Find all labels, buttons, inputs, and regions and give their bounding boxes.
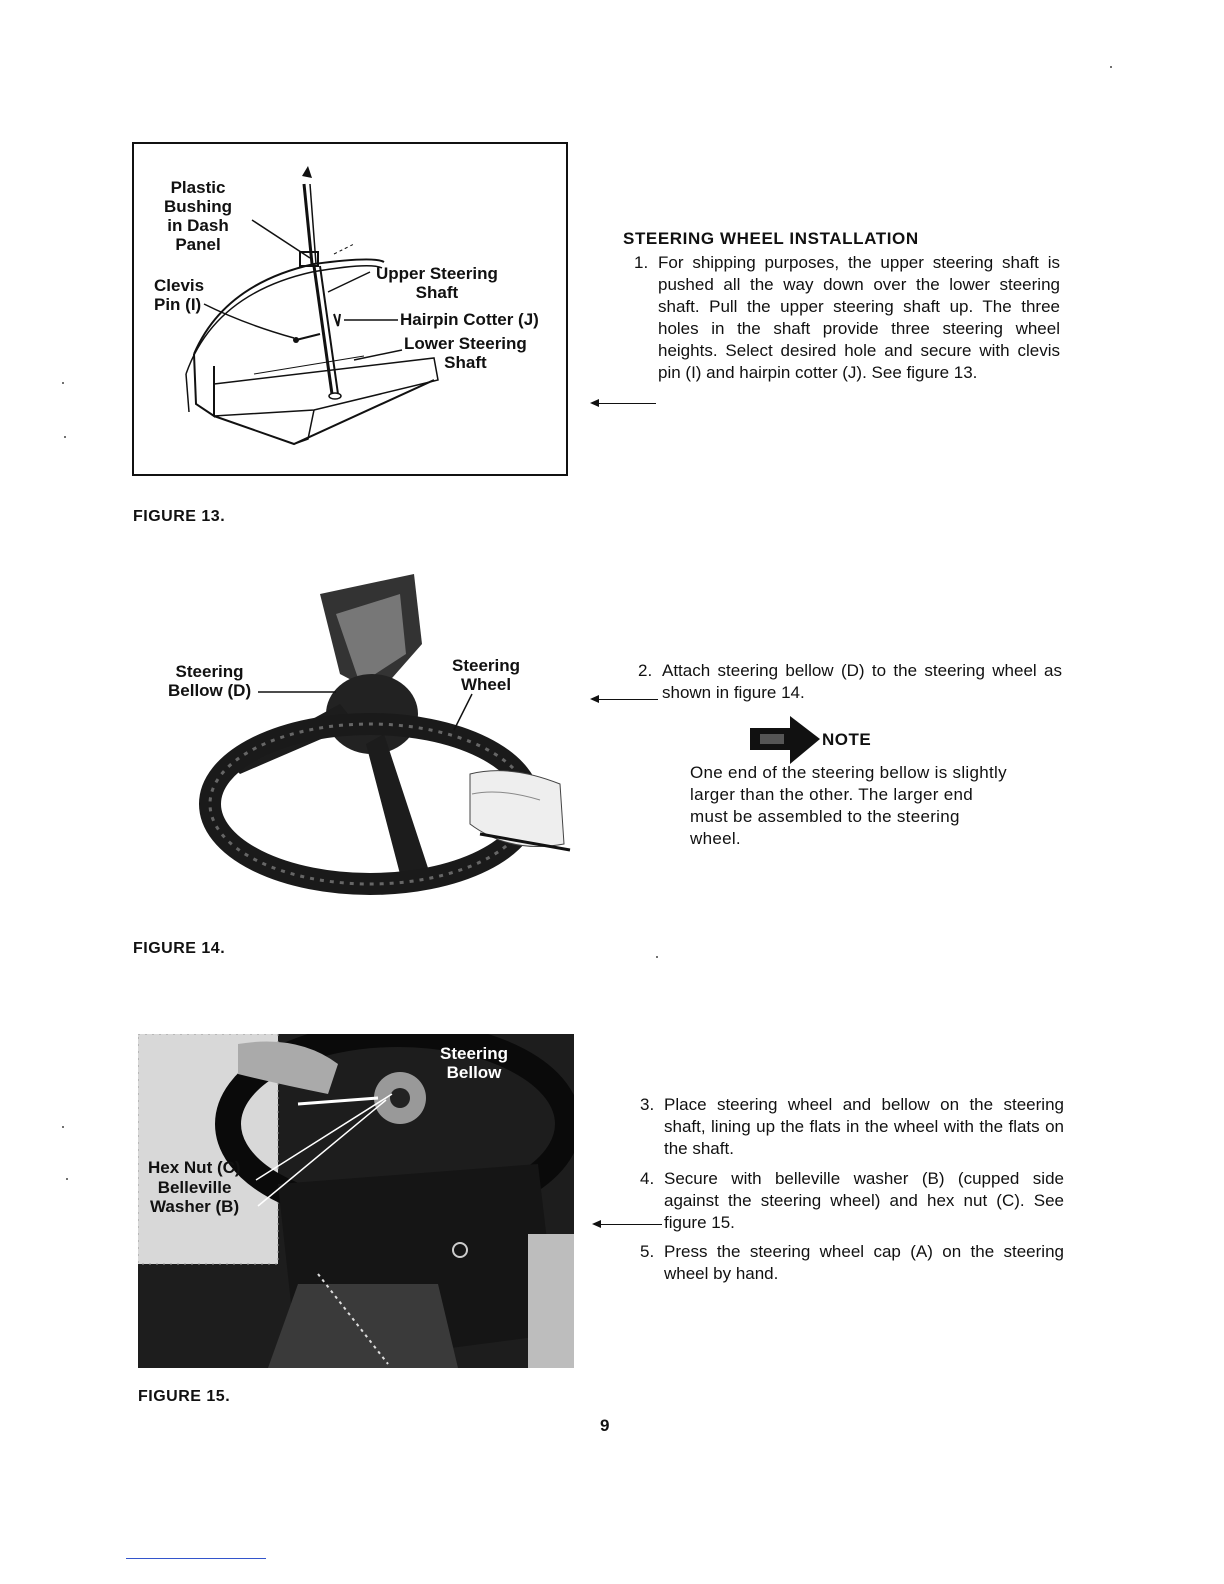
step-2: [638, 660, 1062, 708]
label-hairpin-cotter: Hairpin Cotter (J): [400, 310, 539, 329]
figure-14-photo: [160, 574, 572, 904]
label-clevis-pin: Clevis Pin (I): [154, 276, 205, 314]
scan-speck: [1110, 66, 1112, 68]
arrow-right-icon: [750, 714, 822, 766]
step-2-number: 2.: [638, 661, 653, 680]
note-text: One end of the steering bellow is slightly larger than the other. The larger end must be assembled to the steering wheel.: [690, 763, 1007, 848]
figure-13-frame: [132, 142, 568, 476]
label-steering-bellow: Steering Bellow (D): [168, 662, 252, 700]
scan-speck: [64, 436, 66, 438]
label-lower-steering-shaft: Lower Steering Shaft: [404, 334, 527, 372]
label-steering-wheel: Steering Wheel: [452, 656, 521, 694]
label-hex-nut: Hex Nut (C): [148, 1158, 241, 1177]
step-3-number: 3.: [640, 1095, 655, 1114]
figure-14: [160, 574, 572, 904]
scan-speck: [66, 1178, 68, 1180]
step-4-number: 4.: [640, 1169, 655, 1188]
scan-speck: [62, 382, 64, 384]
step-2-text: Attach steering bellow (D) to the steering wheel as shown in figure 14.: [662, 661, 1062, 702]
label-upper-steering-shaft: Upper Steering Shaft: [376, 264, 498, 302]
step-2-arrow: [592, 699, 658, 700]
figure-14-caption: FIGURE 14.: [133, 940, 226, 957]
note-label: NOTE: [822, 730, 872, 749]
step-4: [640, 1168, 1064, 1234]
label-belleville-washer: Belleville Washer (B): [150, 1178, 240, 1216]
step-4-text: Secure with belleville washer (B) (cupped side against the steering wheel) and hex nut (C). See figure 15.: [664, 1169, 1064, 1232]
scan-speck: [656, 956, 658, 958]
step-3: [640, 1094, 1064, 1160]
scan-speck: [62, 1126, 64, 1128]
step-5: [640, 1241, 1064, 1287]
step-1-arrow: [592, 403, 656, 404]
footer-rule: [126, 1558, 266, 1559]
step-5-text: Press the steering wheel cap (A) on the steering wheel by hand.: [664, 1242, 1064, 1283]
figure-13-caption: FIGURE 13.: [133, 508, 226, 525]
step-5-number: 5.: [640, 1242, 655, 1261]
label-plastic-bushing: Plastic Bushing in Dash Panel: [164, 178, 232, 254]
section-heading: STEERING WHEEL INSTALLATION: [623, 229, 919, 248]
figure-15-caption: FIGURE 15.: [138, 1388, 231, 1405]
step-3-text: Place steering wheel and bellow on the steering shaft, lining up the flats in the wheel with the flats on the shaft.: [664, 1095, 1064, 1158]
step-1: [634, 252, 1060, 412]
label-fig15-steering-bellow: Steering Bellow: [440, 1044, 509, 1082]
page-number: 9: [600, 1416, 610, 1435]
step-4-arrow: [594, 1224, 662, 1225]
figure-15: [138, 1034, 574, 1368]
step-1-number: 1.: [634, 253, 649, 272]
step-1-text: For shipping purposes, the upper steering shaft is pushed all the way down over the lower steering shaft. Pull the upper steering shaft up. The three holes in the shaft provide three steering wheel heights. Select desired hole and secure with clevis pin (I) and hairpin cotter (J). See figure 13.: [658, 253, 1060, 382]
